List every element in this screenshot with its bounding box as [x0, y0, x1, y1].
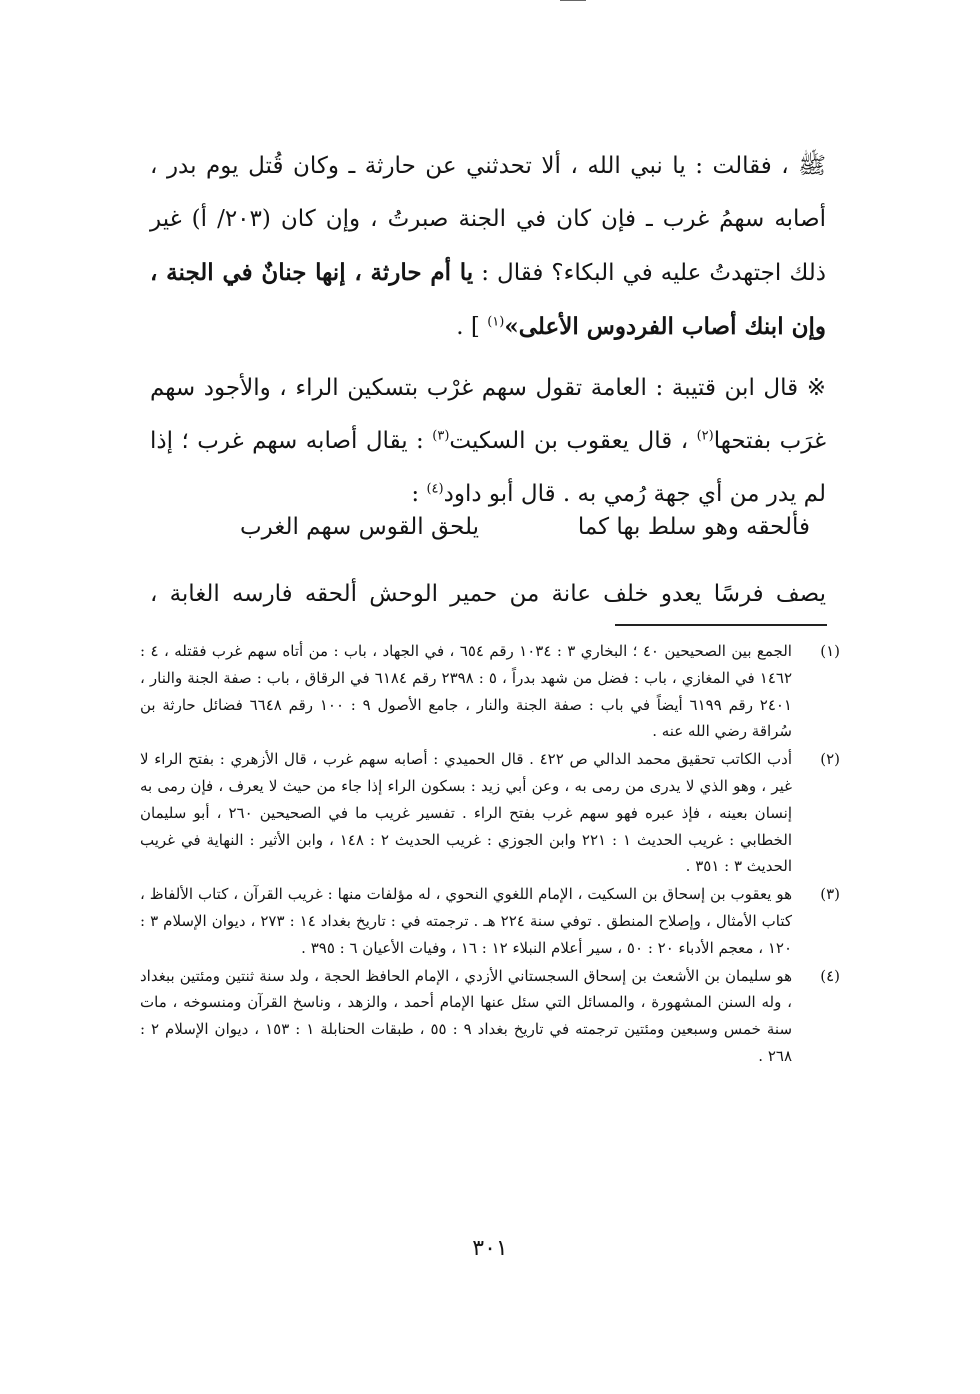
footnote: [140, 963, 840, 1070]
footnote-number: (١): [820, 642, 840, 660]
footnote-number: (٣): [820, 885, 840, 904]
footnote-text: أدب الكاتب تحقيق محمد الدالي ص ٤٢٢ . قال الحميدي : أصابه سهم غرب ، قال الأزهري : بفتح الراء لا غير ، وهو الذي لا يدرى من رمى به ، وعن أبي زيد : بسكون الراء إذا جاء من حيث لا يعرف ، فإن رمى به إنسان بعينه ، فإذ عبره فهو سهم غرب بفتح الراء . تفسير غريب ما في الصحيحين ٢٦٠ ، أبو سليمان الخطابي : غريب الحديث ١ : ٢٢١ وابن الجوزي : غريب الحديث ٢ : ١٤٨ ، وابن الأثير : النهاية في غريب الحديث ٣ : ٣٥١ .: [140, 750, 793, 876]
commentary-part-b: ، قال يعقوب بن السكيت: [449, 428, 697, 454]
page-number: ٣٠١: [472, 1236, 508, 1261]
footnote-text: الجمع بين الصحيحين ٤٠ ؛ البخاري ٣ : ١٠٣٤ رقم ٦٥٤ ، في الجهاد ، باب : من أتاه سهم غرب فقتله ، ٤ : ١٤٦٢ في المغازي ، باب : فضل من شهد بدراً ، ٥ : ٢٣٩٨ رقم ٦١٨٤ في الرقاق ، باب : صفة الجنة والنار ، ٢٤٠١ رقم ٦١٩٩ أيضاً في باب : صفة الجنة والنار ، جامع الأصول ٩ : ١٠٠ رقم ٦٦٤٨ فضائل حارثة بن سُراقة رضي الله عنه .: [140, 642, 793, 741]
footnote-ref-2: (٢): [696, 428, 714, 444]
paragraph-hadith: [150, 140, 826, 354]
footnote: [140, 746, 840, 880]
footnote: [140, 638, 840, 745]
footnotes: [140, 638, 840, 1071]
footnote-text: هو يعقوب بن إسحاق بن السكيت ، الإمام اللغوي النحوي ، له مؤلفات منها : غريب القرآن ، كتاب الألفاظ ، كتاب الأمثال ، وإصلاح المنطق . توفي سنة ٢٢٤ هـ . ترجمته في : تاريخ بغداد ١٤ : ٢٧٣ ، ديوان الإسلام ٣ : ١٢٠ ، معجم الأدباء ٢٠ : ٥٠ ، سير أعلام النبلاء ١٢ : ١٦ ، وفيات الأعيان ٦ : ٣٩٥ .: [140, 885, 792, 957]
footnote-separator: [615, 624, 827, 626]
footnote-number: (٤): [820, 966, 840, 985]
footnote-ref-1: (١): [487, 314, 505, 330]
hadith-end: ] .: [456, 314, 488, 340]
verse-second-hemistich: يلحق القوس سهم الغرب: [240, 514, 479, 540]
footnote-number: (٢): [820, 750, 840, 769]
closing-line: يصف فرسًا يعدو خلف عانة من حمير الوحش ألحقه فارسه الغابة ،: [150, 581, 826, 607]
footnote: [140, 881, 840, 961]
commentary-part-a: ※ قال ابن قتيبة : العامة تقول سهم غرْب بتسكين الراء ، والأجود سهم غرَب بفتحها: [150, 375, 826, 454]
poetry-verse: [150, 506, 826, 556]
hadith-quote-bold: يا أم حارثة ، إنها جنانٌ في الجنة ، وإن ابنك أصاب الفردوس الأعلى»: [150, 259, 826, 340]
footnote-ref-4: (٤): [426, 481, 444, 497]
paragraph-commentary: [150, 362, 826, 521]
footnote-text: هو سليمان بن الأشعث بن إسحاق السجستاني الأزدي ، الإمام الحافظ الحجة ، ولد سنة ثنتين ومئتين ببغداد ، وله السنن المشهورة ، والمسائل التي سئل عنها الإمام أحمد ، والزهد ، وناسخ القرآن ومنسوخه ، مات سنة خمس وسبعين ومئتين ترجمته في تاريخ بغداد ٩ : ٥٥ ، طبقات الحنابلة ١ : ١٥٣ ، ديوان الإسلام ٢ : ٢٦٨ .: [140, 966, 793, 1065]
hadith-text: ﷺ ، فقالت : يا نبي الله ، ألا تحدثني عن حارثة ـ وكان قُتل يوم بدر ، أصابه سهمُ غرب ـ فإن كان في الجنة صبرتُ ، وإن كان (٢٠٣/ أ) غير ذلك اجتهدتُ عليه في البكاء؟ فقال :: [150, 153, 826, 286]
commentary-part-d: :: [411, 481, 427, 507]
verse-first-hemistich: فألحقه وهو سلط بها كما: [577, 514, 810, 540]
main-text: [150, 140, 826, 529]
top-edge-mark: [560, 0, 586, 1]
footnote-ref-3: (٣): [432, 428, 450, 444]
commentary-part-c: : يقال أصابه سهم غرب ؛ إذا لم يدر من أي جهة رُمي به . قال أبو داود: [150, 428, 826, 507]
